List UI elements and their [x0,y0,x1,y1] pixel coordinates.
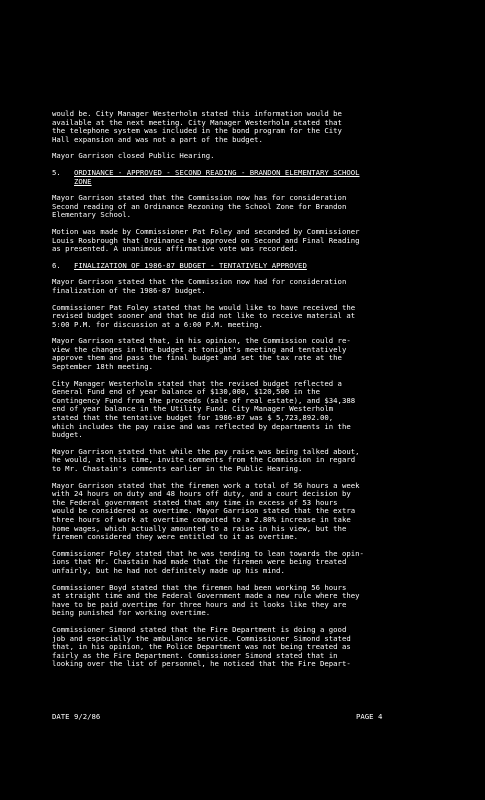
footer-date: DATE 9/2/86 [52,712,101,721]
text-line: Elementary School. [52,211,132,220]
section-number: 6. [52,261,61,270]
paragraph [52,110,450,144]
text-line: unfairly, but he had not definitely made up his mind. [52,566,285,575]
paragraph [52,304,450,330]
text-line: that, in his opinion, the Police Department was not being treated as [52,643,351,652]
text-line: he would, at this time, invite comments from the Commission in regard [52,456,356,465]
paragraph [52,448,450,474]
text-line: the telephone system was included in the bond program for the City [52,127,342,136]
text-line: Mayor Garrison stated that the Commission now had for consideration [52,278,347,287]
text-line: view the changes in the budget at tonight's meeting and tentatively [52,345,347,354]
footer-page-number: PAGE 4 [356,712,383,721]
text-line: to Mr. Chastain's comments earlier in the Public Hearing. [52,465,303,473]
text-line: stated that the tentative budget for 1986-87 was $ 5,723,892.00, [52,414,334,423]
text-line: have to be paid overtime for three hours and it looks like they are [52,600,347,609]
section-title: ZONE [74,177,92,186]
text-line: Commissioner Boyd stated that the firemen had been working 56 hours [52,583,347,592]
text-line: Mayor Garrison stated that the Commission now has for consideration [52,194,347,203]
text-line: Motion was made by Commissioner Pat Foley and seconded by Commissioner [52,227,360,236]
text-line: at straight time and the Federal Government made a new rule where they [52,592,360,601]
paragraph [52,626,450,669]
text-line: Second reading of an Ordinance Rezoning the School Zone for Brandon [52,202,347,211]
text-line: Mayor Garrison stated that, in his opinion, the Commission could re- [52,337,351,346]
text-line: ions that Mr. Chastain had made that the firemen were being treated [52,558,347,567]
section-title: ORDINANCE - APPROVED - SECOND READING - BRANDON ELEMENTARY SCHOOL [74,168,360,177]
text-line: end of year balance in the Utility Fund. City Manager Westerholm [52,405,334,414]
text-line: home wages, which actually amounted to a raise in his view, but the [52,524,347,533]
text-line: with 24 hours on duty and 48 hours off duty, and a court decision by [52,490,351,499]
text-line: the Federal government stated that any time in excess of 53 hours [52,498,338,507]
text-line: would be considered as overtime. Mayor Garrison stated that the extra [52,507,356,516]
paragraph [52,278,450,295]
paragraph [52,152,450,161]
document-body [52,110,450,677]
paragraph [52,194,450,220]
text-line: available at the next meeting. City Manager Westerholm stated that [52,118,342,127]
text-line: September 18th meeting. [52,363,154,372]
paragraph [52,337,450,371]
section-title: FINALIZATION OF 1986-87 BUDGET - TENTATIVELY APPROVED [74,261,307,270]
text-line: Mayor Garrison closed Public Hearing. [52,152,215,161]
text-line: fairly as the Fire Department. Commissioner Simond stated that in [52,651,338,660]
paragraph [52,550,450,576]
paragraph [52,228,450,254]
section-heading [52,169,450,186]
paragraph [52,584,450,618]
top-border [0,0,485,10]
text-line: Commissioner Foley stated that he was tending to lean towards the opin- [52,549,364,558]
text-line: budget. [52,431,83,440]
text-line: Commissioner Simond stated that the Fire Department is doing a good [52,625,347,634]
text-line: looking over the list of personnel, he noticed that the Fire Depart- [52,660,351,669]
text-line: 5:00 P.M. for discussion at a 6:00 P.M. meeting. [52,320,263,329]
text-line: Louis Rosbrough that Ordinance be approved on Second and Final Reading [52,236,360,245]
text-line: Mayor Garrison stated that while the pay raise was being talked about, [52,447,360,456]
text-line: finalization of the 1986-87 budget. [52,286,206,295]
text-line: Commissioner Pat Foley stated that he would like to have received the [52,303,356,312]
text-line: Contingency Fund from the proceeds (sale of real estate), and $34,388 [52,396,356,405]
text-line: Mayor Garrison stated that the firemen work a total of 56 hours a week [52,481,360,490]
paragraph [52,482,450,542]
text-line: Hall expansion and was not a part of the budget. [52,135,263,144]
text-line: firemen considered they were entitled to it as overtime. [52,533,299,542]
text-line: which includes the pay raise and was reflected by departments in the [52,422,351,431]
text-line: would be. City Manager Westerholm stated this information would be [52,110,342,118]
text-line: approve them and pass the final budget and set the tax rate at the [52,354,342,363]
paragraph [52,380,450,440]
text-line: three hours of work at overtime computed to a 2.80% increase in take [52,515,351,524]
text-line: job and especially the ambulance service. Commissioner Simond stated [52,634,351,643]
text-line: City Manager Westerholm stated that the revised budget reflected a [52,379,342,388]
text-line: as presented. A unanimous affirmative vote was recorded. [52,245,299,254]
text-line: being punished for working overtime. [52,609,211,618]
text-line: General Fund end of year balance of $130,000, $120,500 in the [52,388,320,397]
section-heading [52,262,450,271]
text-line: revised budget sooner and that he did not like to receive material at [52,312,356,321]
section-number: 5. [52,168,61,177]
